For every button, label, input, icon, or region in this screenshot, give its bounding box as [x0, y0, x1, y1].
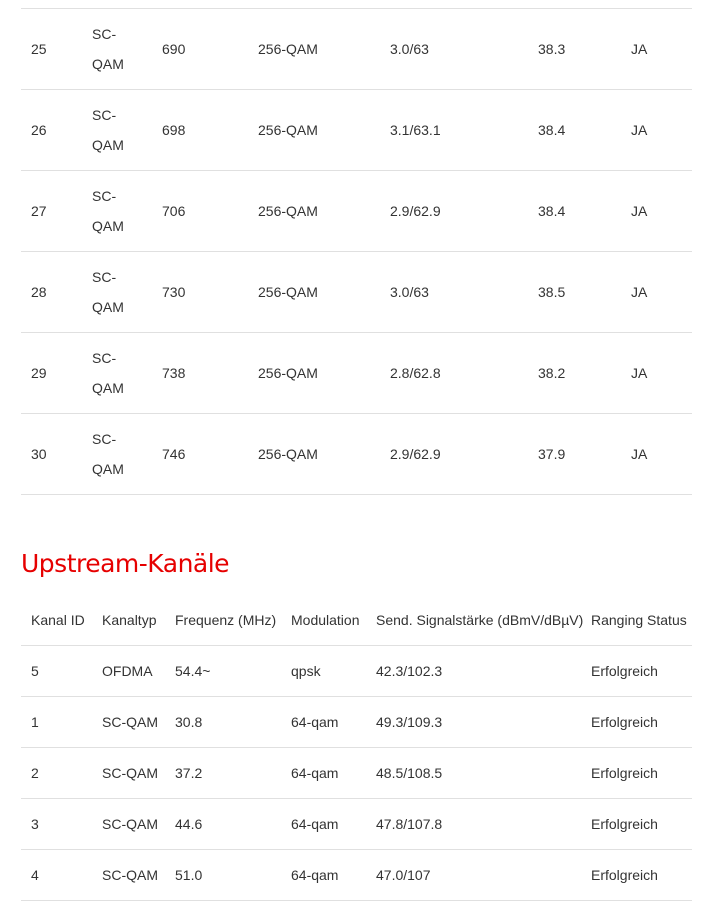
snr-cell: 38.2: [538, 365, 566, 381]
snr-cell: 38.4: [538, 122, 566, 138]
locked-cell: JA: [631, 365, 648, 381]
frequency-cell: 738: [162, 365, 186, 381]
snr-cell: 37.9: [538, 446, 566, 462]
frequency-cell: 51.0: [175, 867, 203, 883]
send-power-cell: 42.3/102.3: [376, 663, 443, 679]
ranging-status-cell: Erfolgreich: [591, 663, 658, 679]
channel-type-cell: SC- QAM: [92, 269, 124, 315]
modulation-cell: 256-QAM: [258, 446, 318, 462]
channel-id-cell: 26: [31, 122, 47, 138]
channel-type-cell: SC-QAM: [102, 867, 158, 883]
table-row: [21, 333, 692, 414]
ranging-status-cell: Erfolgreich: [591, 714, 658, 730]
channel-id-cell: 25: [31, 41, 47, 57]
header-ranging-status: Ranging Status: [591, 611, 687, 628]
table-row: [21, 697, 692, 748]
channel-type-cell: SC-QAM: [102, 714, 158, 730]
channel-type-cell: SC- QAM: [92, 107, 124, 153]
channel-id-cell: 28: [31, 284, 47, 300]
modulation-cell: 256-QAM: [258, 41, 318, 57]
modulation-cell: 64-qam: [291, 867, 339, 883]
modulation-cell: 256-QAM: [258, 284, 318, 300]
power-cell: 2.8/62.8: [390, 365, 441, 381]
channel-id-cell: 27: [31, 203, 47, 219]
channel-id-cell: 4: [31, 867, 39, 883]
table-header-row: [21, 594, 692, 646]
locked-cell: JA: [631, 284, 648, 300]
table-row: [21, 9, 692, 90]
modulation-cell: qpsk: [291, 663, 321, 679]
modulation-cell: 64-qam: [291, 714, 339, 730]
channel-id-cell: 29: [31, 365, 47, 381]
channel-type-cell: SC- QAM: [92, 350, 124, 396]
channel-type-cell: SC- QAM: [92, 431, 124, 477]
power-cell: 2.9/62.9: [390, 446, 441, 462]
table-row: [21, 90, 692, 171]
locked-cell: JA: [631, 203, 648, 219]
table-row: [21, 748, 692, 799]
frequency-cell: 37.2: [175, 765, 203, 781]
snr-cell: 38.3: [538, 41, 566, 57]
channel-id-cell: 1: [31, 714, 39, 730]
ranging-status-cell: Erfolgreich: [591, 867, 658, 883]
header-channel-id: Kanal ID: [31, 611, 85, 628]
frequency-cell: 746: [162, 446, 186, 462]
send-power-cell: 49.3/109.3: [376, 714, 443, 730]
locked-cell: JA: [631, 122, 648, 138]
modulation-cell: 256-QAM: [258, 203, 318, 219]
send-power-cell: 47.8/107.8: [376, 816, 443, 832]
send-power-cell: 47.0/107: [376, 867, 431, 883]
table-row: [21, 171, 692, 252]
channel-id-cell: 2: [31, 765, 39, 781]
table-row: [21, 646, 692, 697]
channel-type-cell: OFDMA: [102, 663, 153, 679]
downstream-table: [21, 8, 692, 495]
frequency-cell: 54.4~: [175, 663, 211, 679]
send-power-cell: 48.5/108.5: [376, 765, 443, 781]
header-channel-type: Kanaltyp: [102, 611, 157, 628]
power-cell: 3.0/63: [390, 41, 429, 57]
channel-id-cell: 30: [31, 446, 47, 462]
channel-id-cell: 5: [31, 663, 39, 679]
frequency-cell: 44.6: [175, 816, 203, 832]
power-cell: 3.0/63: [390, 284, 429, 300]
upstream-table: [21, 594, 692, 901]
locked-cell: JA: [631, 446, 648, 462]
channel-type-cell: SC-QAM: [102, 816, 158, 832]
modulation-cell: 64-qam: [291, 765, 339, 781]
channel-type-cell: SC- QAM: [92, 26, 124, 72]
header-frequency: Frequenz (MHz): [175, 611, 277, 628]
table-row: [21, 850, 692, 901]
channel-id-cell: 3: [31, 816, 39, 832]
frequency-cell: 698: [162, 122, 186, 138]
snr-cell: 38.5: [538, 284, 566, 300]
modulation-cell: 256-QAM: [258, 365, 318, 381]
power-cell: 3.1/63.1: [390, 122, 441, 138]
power-cell: 2.9/62.9: [390, 203, 441, 219]
frequency-cell: 730: [162, 284, 186, 300]
table-row: [21, 799, 692, 850]
header-send-power: Send. Signalstärke (dBmV/dBµV): [376, 611, 584, 628]
table-row: [21, 414, 692, 495]
snr-cell: 38.4: [538, 203, 566, 219]
header-modulation: Modulation: [291, 611, 360, 628]
channel-type-cell: SC- QAM: [92, 188, 124, 234]
table-row: [21, 252, 692, 333]
ranging-status-cell: Erfolgreich: [591, 816, 658, 832]
frequency-cell: 706: [162, 203, 186, 219]
frequency-cell: 30.8: [175, 714, 203, 730]
upstream-section-title: Upstream-Kanäle: [21, 549, 230, 578]
frequency-cell: 690: [162, 41, 186, 57]
modulation-cell: 64-qam: [291, 816, 339, 832]
locked-cell: JA: [631, 41, 648, 57]
modulation-cell: 256-QAM: [258, 122, 318, 138]
ranging-status-cell: Erfolgreich: [591, 765, 658, 781]
channel-type-cell: SC-QAM: [102, 765, 158, 781]
